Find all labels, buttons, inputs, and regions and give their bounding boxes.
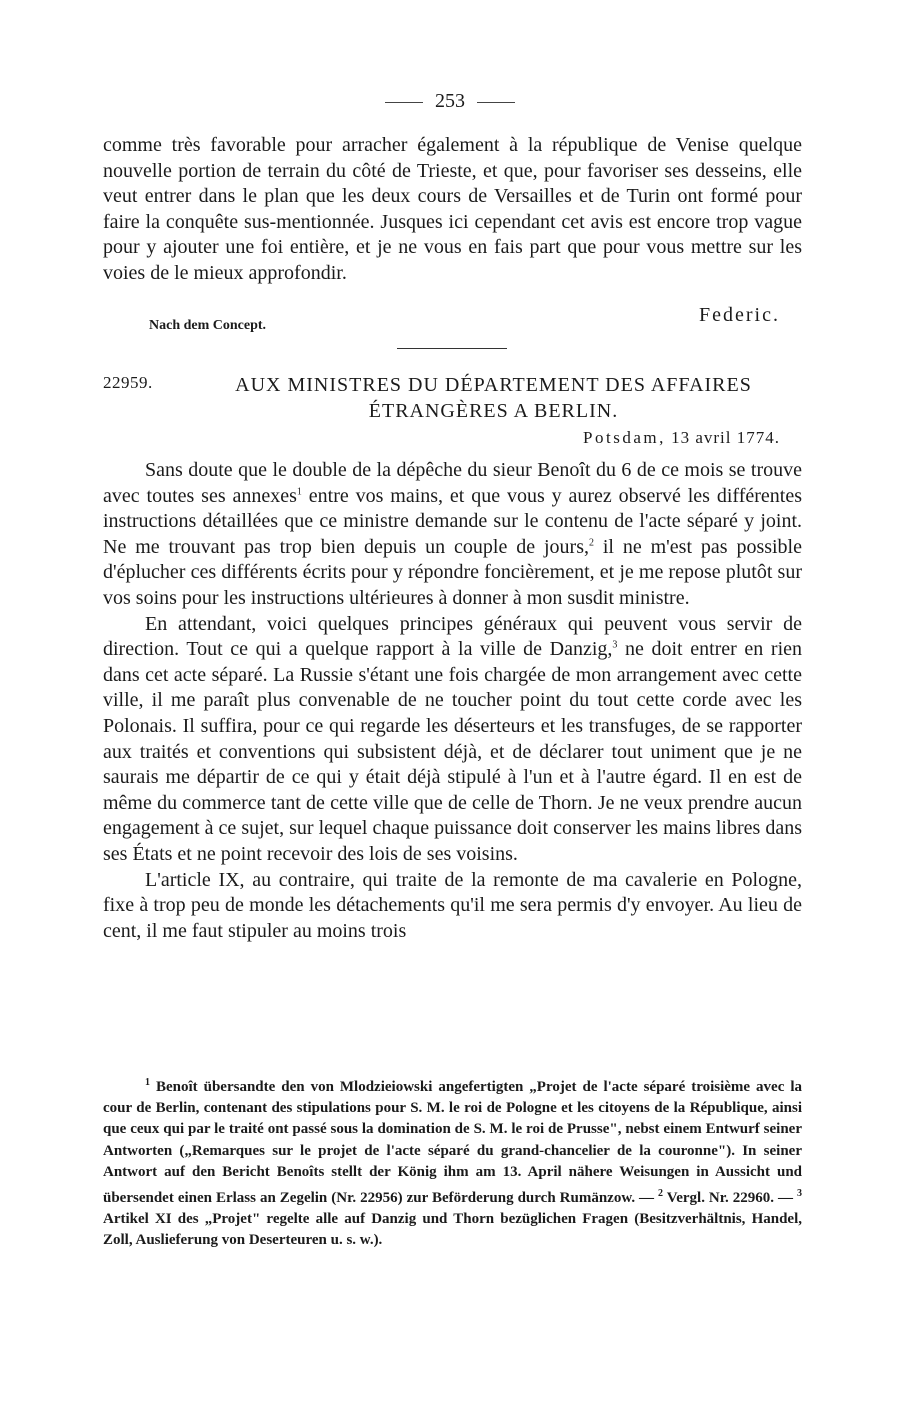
letter-closing	[103, 304, 802, 340]
body-paragraph-1	[103, 458, 802, 612]
p1-part-a: Sans doute que le double de la dépêche du sieur Benoît du 6 de ce mois se trouve avec toutes ses annexes	[103, 459, 802, 507]
dateline	[583, 428, 780, 448]
intro-paragraph-block	[103, 133, 802, 287]
footnote-ref-3: 3	[612, 639, 618, 651]
p2-part-a: En attendant, voici quelques principes généraux qui peuvent vous servir de direction. Tout ce qui a quelque rapport à la ville de Danzig,	[103, 612, 802, 661]
footnotes	[103, 1072, 802, 1252]
letter-title-line-1: AUX MINISTRES DU DÉPARTEMENT DES AFFAIRES	[235, 374, 752, 396]
dateline-date: 13 avril 1774.	[671, 428, 780, 447]
p2-part-b: ne doit entrer en rien dans cet acte séparé. La Russie s'étant une fois chargée de mon arrangement avec cette ville, il me paraît plus convenable de ne toucher point du tout cette corde avec les Polonais. Il suffira, pour ce qui regarde les déserteurs et les transfuges, de se rapporter aux traités et conventions qui subsistent déjà, et de déclarer tout uniment que je ne saurais me départir de ce qui y était déjà stipulé à l'un et à l'autre égard. Il en est de même du commerce tant de cette ville que de celle de Thorn. Je ne veux prendre aucun engagement à ce sujet, sur lequel chaque puissance doit conserver les mains libres dans ses États et ne point recevoir des lois de ses voisins.	[103, 638, 803, 865]
footnote-mark-2: 2	[658, 1188, 664, 1200]
letter-number: 22959.	[103, 373, 153, 392]
page-number: 253	[435, 90, 465, 112]
footnote-ref-1: 1	[296, 485, 302, 497]
footnote-text	[103, 1072, 802, 1252]
footnote-1: Benoît übersandte den von Mlodzieiowski angefertigten „Projet de l'acte séparé troisième avec la cour de Berlin, contenant des stipulations pour S. M. le roi de Pologne et les citoyens de la République, ainsi que ceux qui par le traité ont passé sous la domination de S. M. le roi de Prusse", nebst einem Entwurf seiner Antworten („Remarques sur le projet de l'acte séparé du grand-chancelier de la couronne"). In seiner Antwort auf den Bericht Benoîts stellt der König ihm am 13. April nähere Weisungen in Aussicht und übersendet einen Erlass an Zegelin (Nr. 22956) zur Beförderung durch Rumänzow. —	[103, 1079, 802, 1207]
footnote-ref-2: 2	[588, 537, 594, 549]
footnote-mark-3: 3	[797, 1188, 802, 1200]
footnote-mark-1: 1	[145, 1077, 150, 1088]
letter-heading	[103, 372, 802, 424]
footnote-2: Vergl. Nr. 22960. —	[663, 1190, 797, 1207]
p1-part-b: entre vos mains, et que vous y aurez observé les différentes instructions détaillées que ce ministre demande sur le contenu de l'acte séparé y joint. Ne me trouvant pas trop bien depuis un couple de jours,	[103, 484, 802, 558]
page-number-rule-left	[385, 102, 423, 103]
intro-paragraph: comme très favorable pour arracher également à la république de Venise quelque nouvelle portion de terrain du côté de Trieste, et que, pour favoriser ses desseins, elle veut entrer dans le plan que les deux cours de Versailles et de Turin ont formé pour faire la conquête sus-mentionnée. Jusques ici cependant cet avis est encore trop vague pour y ajouter une foi entière, et je ne vous en fais part que pour vous mettre sur les voies de le mieux approfondir.	[103, 134, 802, 284]
p1-part-c: il ne m'est pas possible d'éplucher ces différents écrits pour y répondre foncièrement, et je me repose plutôt sur vos soins pour les instructions ultérieures à donner à mon susdit ministre.	[103, 535, 802, 609]
footnote-3: Artikel XI des „Projet" regelte alle auf Danzig und Thorn bezüglichen Fragen (Besitzverhältnis, Handel, Zoll, Auslieferung von Deserteuren u. s. w.).	[103, 1211, 802, 1249]
dateline-place: Potsdam,	[583, 428, 666, 447]
page-number-line	[0, 90, 900, 113]
source-note: Nach dem Concept.	[149, 318, 267, 333]
section-divider	[397, 348, 507, 349]
body-paragraph-3: L'article IX, au contraire, qui traite de la remonte de ma cavalerie en Pologne, fixe à trop peu de monde les détachements qu'il me sera permis d'y envoyer. Au lieu de cent, il me faut stipuler au moins trois	[103, 868, 802, 942]
letter-title-line-2: ÉTRANGÈRES A BERLIN.	[368, 400, 619, 422]
page-number-rule-right	[477, 102, 515, 103]
signature: Federic.	[699, 304, 780, 326]
body-paragraph-2	[103, 612, 802, 868]
letter-body	[103, 458, 802, 944]
